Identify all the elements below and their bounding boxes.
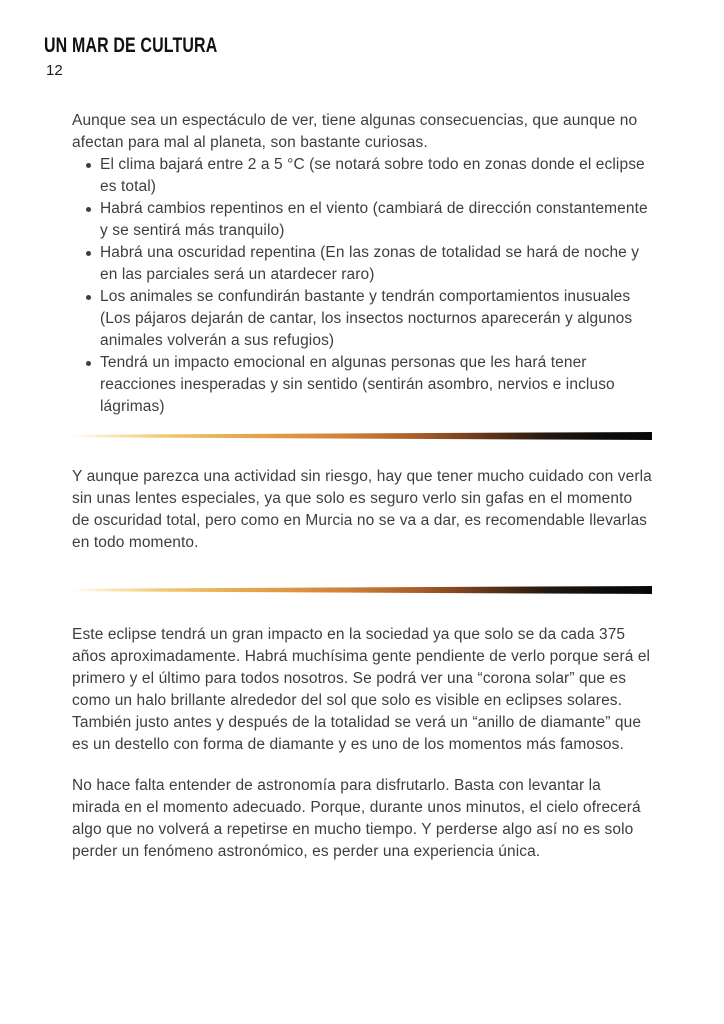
list-item-text: El clima bajará entre 2 a 5 °C (se notará sobre todo en zonas donde el eclipse es total) <box>100 156 645 195</box>
list-item-text: Habrá cambios repentinos en el viento (cambiará de dirección constantemente y se sentirá más tranquilo) <box>100 200 648 239</box>
bullet-icon <box>86 163 91 168</box>
list-item <box>72 242 652 286</box>
page-header <box>44 34 272 79</box>
page-title: UN MAR DE CULTURA <box>44 34 218 57</box>
list-item-text: Los animales se confundirán bastante y tendrán comportamientos inusuales (Los pájaros dejarán de cantar, los insectos nocturnos aparecerán y algunos animales volverán a sus refugios) <box>100 288 633 349</box>
list-item <box>72 352 652 418</box>
list-item-text: Tendrá un impacto emocional en algunas personas que les hará tener reacciones inesperadas y sin sentido (sentirán asombro, nervios e incluso lágrimas) <box>100 354 615 415</box>
bullet-icon <box>86 251 91 256</box>
closing-paragraph: No hace falta entender de astronomía para disfrutarlo. Basta con levantar la mirada en el momento adecuado. Porque, durante unos minutos, el cielo ofrecerá algo que no volverá a repetirse en mucho tiempo. Y perderse algo así no es solo perder un fenómeno astronómico, es perder una experiencia única. <box>72 777 641 860</box>
bullet-icon <box>86 295 91 300</box>
list-item <box>72 198 652 242</box>
gradient-divider <box>72 586 652 594</box>
consequences-list <box>72 154 652 418</box>
list-item <box>72 154 652 198</box>
bullet-icon <box>86 207 91 212</box>
impact-paragraph: Este eclipse tendrá un gran impacto en la sociedad ya que solo se da cada 375 años aproximadamente. Habrá muchísima gente pendiente de verlo porque será el primero y el último para todos nosotros. Se podrá ver una “corona solar” que es como un halo brillante alrededor del sol que solo es visible en eclipses solares. También justo antes y después de la totalidad se verá un “anillo de diamante” que es un destello con forma de diamante y es uno de los momentos más famosos. <box>72 626 651 753</box>
page-number: 12 <box>46 62 63 79</box>
list-item <box>72 286 652 352</box>
bullet-icon <box>86 361 91 366</box>
safety-paragraph: Y aunque parezca una actividad sin riesgo, hay que tener mucho cuidado con verla sin unas lentes especiales, ya que solo es seguro verlo sin gafas en el momento de oscuridad total, pero como en Murcia no se va a dar, es recomendable llevarlas en todo momento. <box>72 468 652 551</box>
list-item-text: Habrá una oscuridad repentina (En las zonas de totalidad se hará de noche y en las parciales será un atardecer raro) <box>100 244 640 283</box>
gradient-divider <box>72 432 652 440</box>
intro-paragraph: Aunque sea un espectáculo de ver, tiene algunas consecuencias, que aunque no afectan para mal al planeta, son bastante curiosas. <box>72 112 638 151</box>
article-body <box>72 110 652 863</box>
